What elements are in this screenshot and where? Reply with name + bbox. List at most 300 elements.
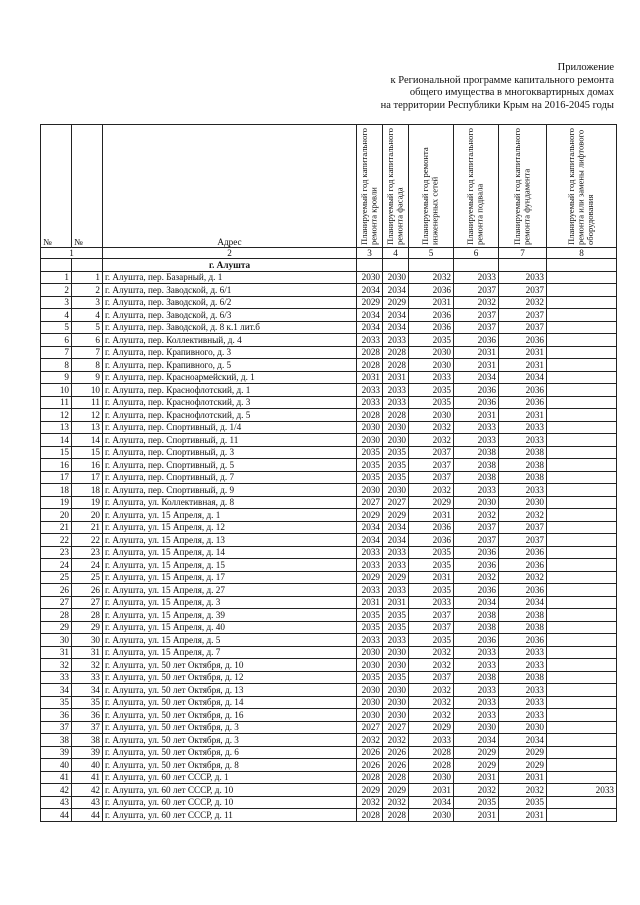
roof-year-cell: 2032 [357,796,383,809]
row-number: 18 [72,484,103,497]
row-number: 13 [72,421,103,434]
foundation-year-cell: 2036 [499,396,547,409]
utilities-year-cell: 2032 [409,484,454,497]
utilities-year-cell: 2033 [409,371,454,384]
facade-year-cell: 2032 [383,796,409,809]
basement-year-cell: 2030 [454,496,499,509]
foundation-year-cell: 2033 [499,484,547,497]
utilities-year-cell: 2035 [409,546,454,559]
roof-year-cell: 2033 [357,334,383,347]
foundation-year-cell: 2031 [499,809,547,822]
roof-year-cell: 2030 [357,271,383,284]
facade-year-cell: 2030 [383,484,409,497]
row-index: 38 [41,734,72,747]
address-cell: г. Алушта, пер. Спортивный, д. 9 [103,484,357,497]
elevator-year-cell [547,596,617,609]
table-row [41,621,617,634]
table-row [41,409,617,422]
roof-year-cell: 2033 [357,546,383,559]
address-cell: г. Алушта, ул. 15 Апреля, д. 12 [103,521,357,534]
roof-year-cell: 2034 [357,321,383,334]
foundation-year-cell: 2033 [499,659,547,672]
roof-year-cell: 2030 [357,709,383,722]
foundation-year-cell: 2032 [499,571,547,584]
address-cell: г. Алушта, ул. 60 лет СССР, д. 11 [103,809,357,822]
row-number: 43 [72,796,103,809]
roof-year-cell: 2031 [357,371,383,384]
elevator-year-cell [547,671,617,684]
facade-year-cell: 2027 [383,496,409,509]
basement-year-cell: 2036 [454,546,499,559]
table-row [41,484,617,497]
address-cell: г. Алушта, ул. 60 лет СССР, д. 10 [103,796,357,809]
foundation-year-cell: 2033 [499,271,547,284]
column-number: 1 [41,248,103,259]
roof-year-cell: 2029 [357,296,383,309]
address-cell: г. Алушта, ул. 50 лет Октября, д. 14 [103,696,357,709]
row-index: 24 [41,559,72,572]
utilities-year-cell: 2036 [409,321,454,334]
row-number: 4 [72,309,103,322]
elevator-year-cell [547,309,617,322]
elevator-year-cell [547,721,617,734]
facade-year-cell: 2029 [383,296,409,309]
foundation-year-cell: 2033 [499,421,547,434]
facade-year-cell: 2032 [383,734,409,747]
elevator-year-cell [547,284,617,297]
row-number: 20 [72,509,103,522]
facade-year-cell: 2034 [383,284,409,297]
utilities-year-cell: 2028 [409,746,454,759]
row-number: 24 [72,559,103,572]
basement-year-cell: 2037 [454,284,499,297]
city-row [41,259,617,272]
basement-year-cell: 2038 [454,446,499,459]
roof-year-cell: 2028 [357,771,383,784]
row-number: 31 [72,646,103,659]
foundation-year-cell: 2031 [499,346,547,359]
utilities-year-cell: 2031 [409,571,454,584]
row-number: 14 [72,434,103,447]
address-cell: г. Алушта, пер. Заводской, д. 8 к.1 лит.б [103,321,357,334]
facade-year-cell: 2030 [383,684,409,697]
basement-year-cell: 2036 [454,634,499,647]
utilities-year-cell: 2032 [409,434,454,447]
header-index-1: № [41,125,72,248]
roof-year-cell: 2033 [357,634,383,647]
basement-year-cell: 2032 [454,784,499,797]
basement-year-cell: 2034 [454,371,499,384]
header-index-2: № [72,125,103,248]
roof-year-cell: 2030 [357,696,383,709]
address-cell: г. Алушта, пер. Спортивный, д. 1/4 [103,421,357,434]
city-name: г. Алушта [103,259,357,272]
table-row [41,284,617,297]
row-number: 37 [72,721,103,734]
facade-year-cell: 2033 [383,559,409,572]
utilities-year-cell: 2037 [409,446,454,459]
address-cell: г. Алушта, ул. 50 лет Октября, д. 3 [103,734,357,747]
row-index: 29 [41,621,72,634]
column-number: 4 [383,248,409,259]
roof-year-cell: 2034 [357,521,383,534]
roof-year-cell: 2028 [357,359,383,372]
basement-year-cell: 2038 [454,471,499,484]
basement-year-cell: 2031 [454,409,499,422]
address-cell: г. Алушта, ул. 50 лет Октября, д. 3 [103,721,357,734]
elevator-year-cell [547,646,617,659]
utilities-year-cell: 2037 [409,621,454,634]
table-row [41,809,617,822]
table-row [41,359,617,372]
table-row [41,271,617,284]
utilities-year-cell: 2036 [409,309,454,322]
address-cell: г. Алушта, пер. Коллективный, д. 4 [103,334,357,347]
row-number: 22 [72,534,103,547]
row-index: 8 [41,359,72,372]
table-row [41,671,617,684]
row-number: 38 [72,734,103,747]
row-number: 42 [72,784,103,797]
row-index: 10 [41,384,72,397]
table-row [41,646,617,659]
utilities-year-cell: 2037 [409,471,454,484]
row-number: 12 [72,409,103,422]
facade-year-cell: 2029 [383,571,409,584]
facade-year-cell: 2035 [383,621,409,634]
basement-year-cell: 2033 [454,696,499,709]
basement-year-cell: 2032 [454,509,499,522]
address-cell: г. Алушта, ул. 15 Апреля, д. 15 [103,559,357,572]
utilities-year-cell: 2032 [409,271,454,284]
basement-year-cell: 2032 [454,571,499,584]
address-cell: г. Алушта, ул. 50 лет Октября, д. 12 [103,671,357,684]
address-cell: г. Алушта, пер. Красноармейский, д. 1 [103,371,357,384]
row-index: 21 [41,521,72,534]
roof-year-cell: 2031 [357,596,383,609]
utilities-year-cell: 2032 [409,696,454,709]
elevator-year-cell [547,546,617,559]
elevator-year-cell [547,446,617,459]
row-number: 10 [72,384,103,397]
address-cell: г. Алушта, ул. 15 Апреля, д. 5 [103,634,357,647]
table-row [41,696,617,709]
foundation-year-cell: 2029 [499,759,547,772]
row-index: 40 [41,759,72,772]
table-row [41,571,617,584]
basement-year-cell: 2031 [454,771,499,784]
row-index: 41 [41,771,72,784]
foundation-year-cell: 2037 [499,321,547,334]
elevator-year-cell [547,409,617,422]
facade-year-cell: 2030 [383,646,409,659]
header-utilities-year: Планируемый год ремонта инженерных сетей [409,125,454,248]
elevator-year-cell [547,521,617,534]
address-cell: г. Алушта, пер. Заводской, д. 6/3 [103,309,357,322]
table-row [41,459,617,472]
repair-schedule-table [40,124,617,822]
row-number: 11 [72,396,103,409]
elevator-year-cell [547,684,617,697]
facade-year-cell: 2031 [383,371,409,384]
elevator-year-cell [547,509,617,522]
utilities-year-cell: 2032 [409,684,454,697]
table-row [41,421,617,434]
facade-year-cell: 2028 [383,409,409,422]
basement-year-cell: 2033 [454,484,499,497]
elevator-year-cell [547,559,617,572]
utilities-year-cell: 2030 [409,359,454,372]
facade-year-cell: 2027 [383,721,409,734]
column-number-row [41,248,617,259]
foundation-year-cell: 2032 [499,784,547,797]
foundation-year-cell: 2030 [499,721,547,734]
roof-year-cell: 2030 [357,484,383,497]
row-index: 15 [41,446,72,459]
utilities-year-cell: 2034 [409,796,454,809]
elevator-year-cell: 2033 [547,784,617,797]
basement-year-cell: 2035 [454,796,499,809]
row-number: 17 [72,471,103,484]
address-cell: г. Алушта, пер. Спортивный, д. 11 [103,434,357,447]
basement-year-cell: 2036 [454,584,499,597]
table-row [41,546,617,559]
facade-year-cell: 2033 [383,546,409,559]
utilities-year-cell: 2035 [409,334,454,347]
elevator-year-cell [547,459,617,472]
row-number: 2 [72,284,103,297]
facade-year-cell: 2030 [383,709,409,722]
foundation-year-cell: 2038 [499,446,547,459]
row-index: 44 [41,809,72,822]
foundation-year-cell: 2038 [499,671,547,684]
foundation-year-cell: 2034 [499,596,547,609]
roof-year-cell: 2026 [357,746,383,759]
row-index: 13 [41,421,72,434]
utilities-year-cell: 2035 [409,559,454,572]
roof-year-cell: 2027 [357,496,383,509]
elevator-year-cell [547,346,617,359]
utilities-year-cell: 2029 [409,721,454,734]
table-row [41,309,617,322]
basement-year-cell: 2033 [454,434,499,447]
row-index: 17 [41,471,72,484]
utilities-year-cell: 2032 [409,421,454,434]
row-index: 7 [41,346,72,359]
facade-year-cell: 2030 [383,421,409,434]
roof-year-cell: 2029 [357,509,383,522]
utilities-year-cell: 2037 [409,671,454,684]
basement-year-cell: 2029 [454,759,499,772]
basement-year-cell: 2029 [454,746,499,759]
foundation-year-cell: 2033 [499,684,547,697]
facade-year-cell: 2035 [383,609,409,622]
row-number: 9 [72,371,103,384]
address-cell: г. Алушта, пер. Заводской, д. 6/2 [103,296,357,309]
row-index: 25 [41,571,72,584]
address-cell: г. Алушта, ул. 15 Апреля, д. 3 [103,596,357,609]
utilities-year-cell: 2030 [409,409,454,422]
address-cell: г. Алушта, пер. Спортивный, д. 5 [103,459,357,472]
foundation-year-cell: 2036 [499,546,547,559]
row-number: 3 [72,296,103,309]
elevator-year-cell [547,584,617,597]
roof-year-cell: 2035 [357,621,383,634]
utilities-year-cell: 2031 [409,296,454,309]
foundation-year-cell: 2038 [499,609,547,622]
facade-year-cell: 2035 [383,459,409,472]
elevator-year-cell [547,359,617,372]
header-facade-year: Планируемый год капитального ремонта фасада [383,125,409,248]
row-index: 11 [41,396,72,409]
row-index: 32 [41,659,72,672]
foundation-year-cell: 2033 [499,696,547,709]
table-row [41,734,617,747]
basement-year-cell: 2031 [454,809,499,822]
basement-year-cell: 2032 [454,296,499,309]
foundation-year-cell: 2031 [499,771,547,784]
elevator-year-cell [547,534,617,547]
address-cell: г. Алушта, ул. 50 лет Октября, д. 6 [103,746,357,759]
foundation-year-cell: 2029 [499,746,547,759]
basement-year-cell: 2037 [454,309,499,322]
row-index: 26 [41,584,72,597]
basement-year-cell: 2036 [454,396,499,409]
elevator-year-cell [547,384,617,397]
facade-year-cell: 2029 [383,509,409,522]
utilities-year-cell: 2031 [409,509,454,522]
address-cell: г. Алушта, пер. Заводской, д. 6/1 [103,284,357,297]
utilities-year-cell: 2032 [409,646,454,659]
roof-year-cell: 2030 [357,659,383,672]
facade-year-cell: 2033 [383,334,409,347]
table-header-row [41,125,617,248]
facade-year-cell: 2033 [383,396,409,409]
row-index: 31 [41,646,72,659]
elevator-year-cell [547,659,617,672]
facade-year-cell: 2033 [383,384,409,397]
facade-year-cell: 2034 [383,521,409,534]
row-number: 36 [72,709,103,722]
row-number: 30 [72,634,103,647]
foundation-year-cell: 2032 [499,509,547,522]
basement-year-cell: 2031 [454,346,499,359]
address-cell: г. Алушта, ул. 50 лет Октября, д. 8 [103,759,357,772]
table-row [41,471,617,484]
header-line: Приложение [557,62,614,73]
address-cell: г. Алушта, ул. 60 лет СССР, д. 1 [103,771,357,784]
elevator-year-cell [547,759,617,772]
facade-year-cell: 2028 [383,359,409,372]
facade-year-cell: 2035 [383,446,409,459]
basement-year-cell: 2033 [454,421,499,434]
facade-year-cell: 2026 [383,759,409,772]
foundation-year-cell: 2037 [499,309,547,322]
utilities-year-cell: 2030 [409,809,454,822]
row-index: 37 [41,721,72,734]
basement-year-cell: 2037 [454,321,499,334]
basement-year-cell: 2038 [454,671,499,684]
foundation-year-cell: 2034 [499,371,547,384]
foundation-year-cell: 2035 [499,796,547,809]
foundation-year-cell: 2036 [499,334,547,347]
table-row [41,321,617,334]
row-index: 18 [41,484,72,497]
row-index: 2 [41,284,72,297]
elevator-year-cell [547,434,617,447]
row-index: 1 [41,271,72,284]
header-address: Адрес [103,125,357,248]
table-row [41,759,617,772]
utilities-year-cell: 2035 [409,634,454,647]
table-row [41,684,617,697]
utilities-year-cell: 2036 [409,284,454,297]
row-index: 36 [41,709,72,722]
address-cell: г. Алушта, ул. 15 Апреля, д. 13 [103,534,357,547]
roof-year-cell: 2028 [357,409,383,422]
basement-year-cell: 2034 [454,596,499,609]
address-cell: г. Алушта, ул. 50 лет Октября, д. 13 [103,684,357,697]
table-row [41,659,617,672]
roof-year-cell: 2028 [357,809,383,822]
row-index: 34 [41,684,72,697]
roof-year-cell: 2034 [357,309,383,322]
roof-year-cell: 2029 [357,784,383,797]
table-row [41,534,617,547]
table-row [41,446,617,459]
row-number: 27 [72,596,103,609]
address-cell: г. Алушта, пер. Крапивного, д. 5 [103,359,357,372]
roof-year-cell: 2035 [357,459,383,472]
foundation-year-cell: 2033 [499,434,547,447]
row-number: 40 [72,759,103,772]
row-number: 29 [72,621,103,634]
roof-year-cell: 2029 [357,571,383,584]
foundation-year-cell: 2038 [499,471,547,484]
elevator-year-cell [547,421,617,434]
basement-year-cell: 2038 [454,609,499,622]
facade-year-cell: 2029 [383,784,409,797]
table-row [41,434,617,447]
row-number: 5 [72,321,103,334]
row-index: 12 [41,409,72,422]
address-cell: г. Алушта, пер. Спортивный, д. 3 [103,446,357,459]
utilities-year-cell: 2030 [409,346,454,359]
row-index: 22 [41,534,72,547]
roof-year-cell: 2030 [357,684,383,697]
row-number: 26 [72,584,103,597]
utilities-year-cell: 2033 [409,596,454,609]
roof-year-cell: 2033 [357,396,383,409]
utilities-year-cell: 2031 [409,784,454,797]
foundation-year-cell: 2036 [499,634,547,647]
roof-year-cell: 2032 [357,734,383,747]
facade-year-cell: 2035 [383,671,409,684]
header-elevator-year: Планируемый год капитального ремонта или замены лифтового оборудования [547,125,617,248]
header-roof-year: Планируемый год капитального ремонта кровли [357,125,383,248]
row-number: 32 [72,659,103,672]
facade-year-cell: 2031 [383,596,409,609]
column-number: 7 [499,248,547,259]
table-row [41,371,617,384]
row-index: 9 [41,371,72,384]
roof-year-cell: 2030 [357,434,383,447]
foundation-year-cell: 2033 [499,709,547,722]
facade-year-cell: 2034 [383,309,409,322]
basement-year-cell: 2034 [454,734,499,747]
address-cell: г. Алушта, ул. 60 лет СССР, д. 10 [103,784,357,797]
row-index: 14 [41,434,72,447]
